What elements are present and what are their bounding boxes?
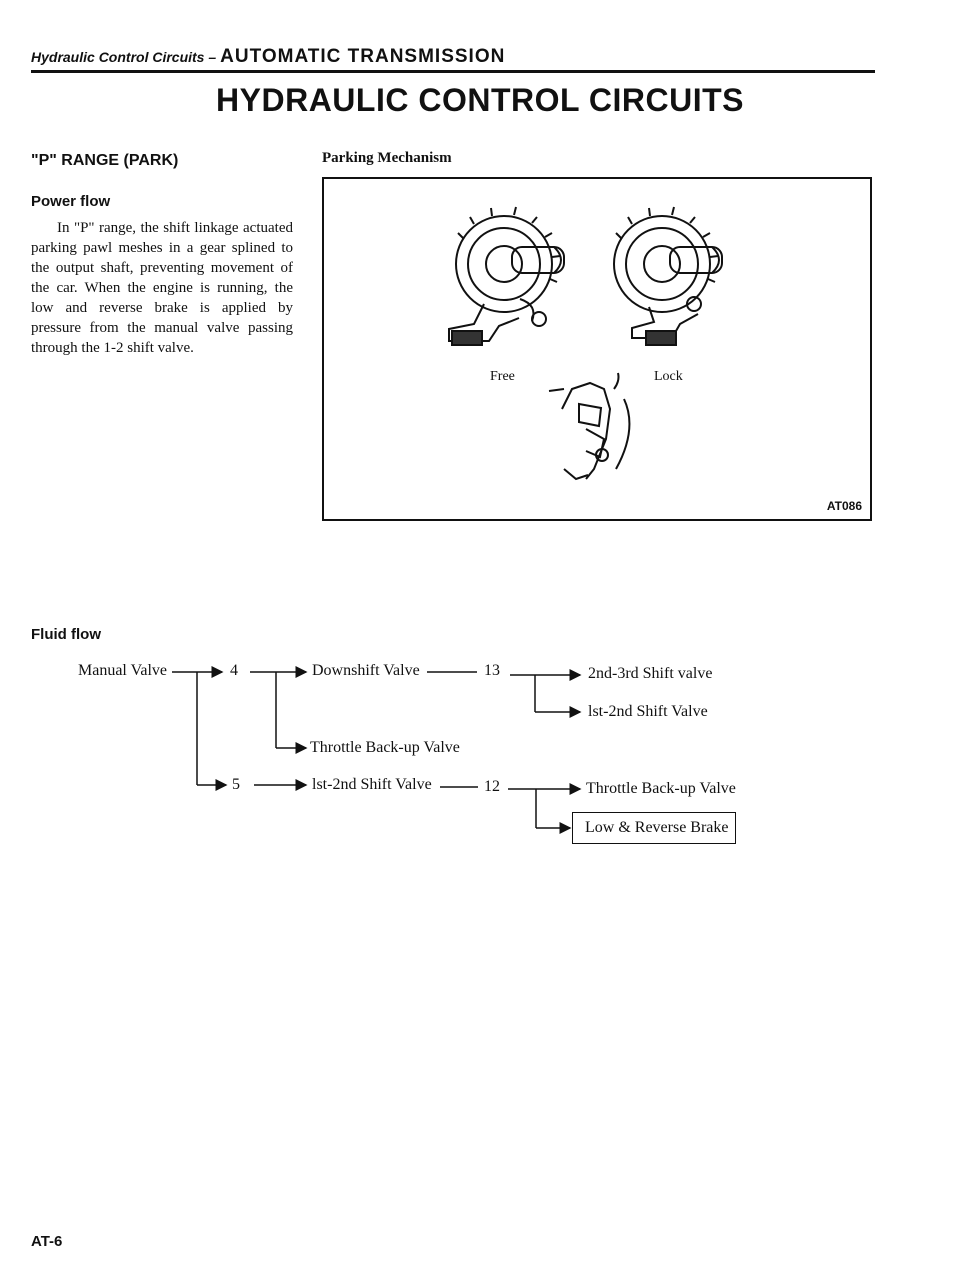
label-free: Free [490, 369, 515, 384]
page-number: AT-6 [31, 1233, 63, 1250]
range-heading: "P" RANGE (PARK) [31, 152, 179, 169]
flow-throttle-backup-valve-a: Throttle Back-up Valve [310, 739, 460, 756]
flow-line-12: 12 [484, 778, 500, 795]
flow-1st-2nd-shift-valve-a: lst-2nd Shift Valve [588, 703, 708, 720]
low-reverse-brake-box [572, 812, 736, 844]
label-lock: Lock [654, 369, 683, 384]
flow-throttle-backup-valve-b: Throttle Back-up Valve [586, 780, 736, 797]
power-flow-paragraph: In "P" range, the shift linkage actuated parking pawl meshes in a gear splined to the output shaft, preventing movement of the car. When the engine is running, the low and reverse brake is applied by pressure from the manual valve passing through the 1-2 shift valve. [31, 220, 293, 356]
flow-1st-2nd-shift-valve-b: lst-2nd Shift Valve [312, 776, 432, 793]
power-flow-heading: Power flow [31, 193, 111, 210]
fluid-flow-heading: Fluid flow [31, 626, 101, 643]
flow-downshift-valve: Downshift Valve [312, 662, 420, 679]
header-chapter: AUTOMATIC TRANSMISSION [220, 46, 506, 67]
flow-2nd-3rd-shift-valve: 2nd-3rd Shift valve [588, 665, 713, 682]
figure-code: AT086 [826, 499, 862, 513]
flow-line-5: 5 [232, 776, 240, 793]
header-section: Hydraulic Control Circuits – [31, 49, 217, 65]
flow-line-4: 4 [230, 662, 238, 679]
flow-manual-valve: Manual Valve [78, 662, 168, 679]
page-title: HYDRAULIC CONTROL CIRCUITS [216, 82, 744, 118]
flow-low-reverse-brake: Low & Reverse Brake [585, 819, 729, 836]
figure-caption: Parking Mechanism [322, 150, 452, 166]
flow-line-13: 13 [484, 662, 500, 679]
